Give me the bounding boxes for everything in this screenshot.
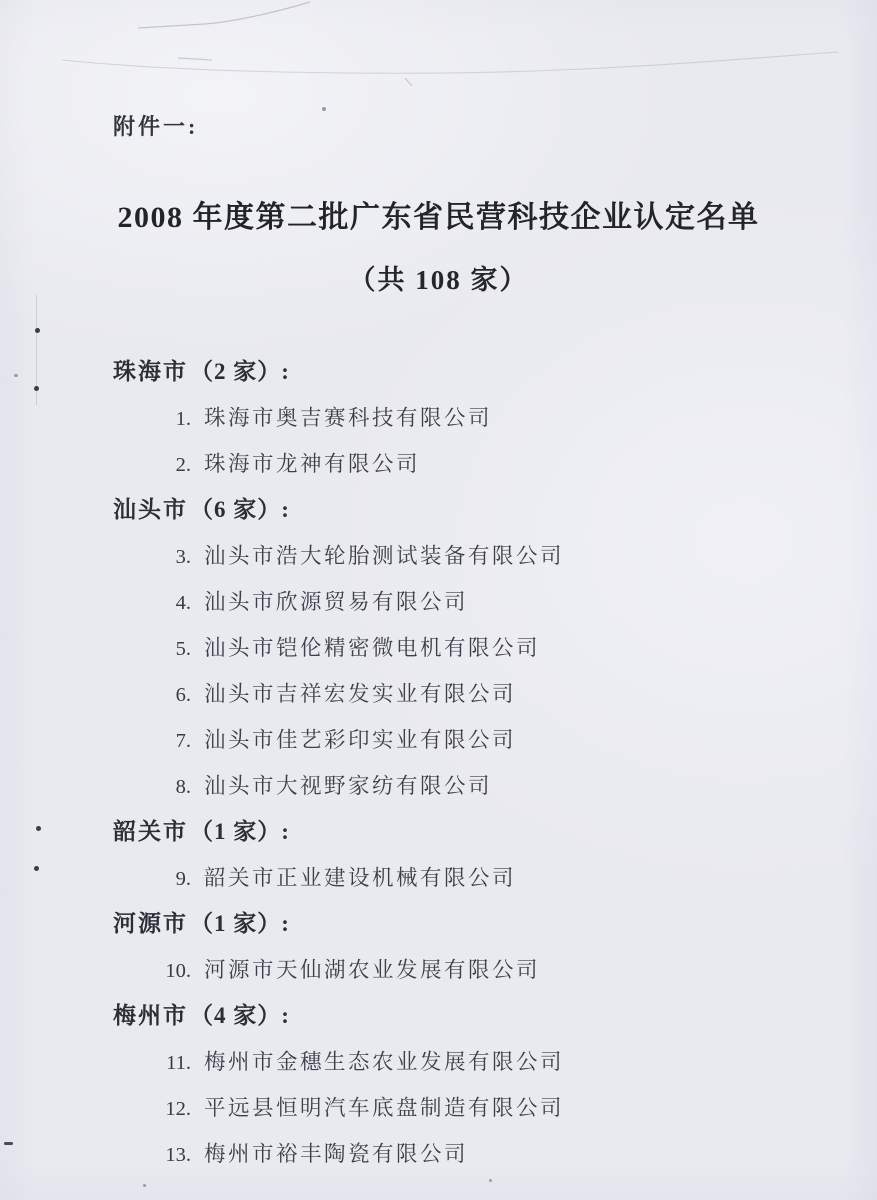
item-number: 10. xyxy=(165,960,191,982)
city-name: 汕头市 xyxy=(113,497,188,522)
company-name: 珠海市奥吉赛科技有限公司 xyxy=(204,406,493,430)
company-name: 汕头市吉祥宏发实业有限公司 xyxy=(204,682,517,706)
item-number: 8. xyxy=(175,776,191,798)
company-list-item xyxy=(113,671,833,717)
company-list-item xyxy=(113,1085,833,1131)
company-list-item xyxy=(113,1039,833,1085)
company-count-label: （1 家）: xyxy=(190,819,290,844)
company-list-item xyxy=(113,763,833,809)
company-list-item xyxy=(113,625,833,671)
city-section-heading xyxy=(113,809,833,855)
company-list-item xyxy=(113,855,833,901)
scan-speck xyxy=(36,826,41,831)
city-section-heading xyxy=(113,349,833,395)
city-name: 韶关市 xyxy=(113,819,188,844)
item-number: 1. xyxy=(175,408,191,430)
company-name: 汕头市铠伦精密微电机有限公司 xyxy=(204,636,541,660)
item-number: 4. xyxy=(175,592,191,614)
scan-speck xyxy=(143,1184,146,1187)
scan-speck xyxy=(34,866,39,871)
city-section-heading xyxy=(113,901,833,947)
company-list-item xyxy=(113,533,833,579)
company-name: 韶关市正业建设机械有限公司 xyxy=(204,866,517,890)
company-count-label: （2 家）: xyxy=(190,359,290,384)
city-name: 河源市 xyxy=(113,911,188,936)
company-name: 珠海市龙神有限公司 xyxy=(204,452,421,476)
company-name: 梅州市裕丰陶瓷有限公司 xyxy=(204,1142,469,1166)
company-name: 梅州市金穗生态农业发展有限公司 xyxy=(204,1050,565,1074)
scan-dash xyxy=(4,1142,13,1145)
company-count-label: （4 家）: xyxy=(190,1003,290,1028)
company-name: 汕头市浩大轮胎测试装备有限公司 xyxy=(204,544,565,568)
item-number: 12. xyxy=(165,1098,191,1120)
attachment-label: 附件一: xyxy=(113,114,199,139)
company-name: 汕头市大视野家纺有限公司 xyxy=(204,774,493,798)
item-number: 5. xyxy=(175,638,191,660)
item-number: 3. xyxy=(175,546,191,568)
company-list-item xyxy=(113,579,833,625)
company-list-item xyxy=(113,1131,833,1177)
company-count-label: （1 家）: xyxy=(190,911,290,936)
item-number: 2. xyxy=(175,454,191,476)
city-name: 梅州市 xyxy=(113,1003,188,1028)
scan-speck xyxy=(322,107,326,111)
document-title: 2008 年度第二批广东省民营科技企业认定名单 xyxy=(117,201,760,234)
city-section-heading xyxy=(113,993,833,1039)
company-name: 河源市天仙湖农业发展有限公司 xyxy=(204,958,541,982)
city-name: 珠海市 xyxy=(113,359,188,384)
company-name: 平远县恒明汽车底盘制造有限公司 xyxy=(204,1096,565,1120)
company-list-item xyxy=(113,947,833,993)
item-number: 7. xyxy=(175,730,191,752)
city-section-heading xyxy=(113,487,833,533)
company-list-item xyxy=(113,395,833,441)
scan-speck xyxy=(34,386,39,391)
item-number: 11. xyxy=(166,1052,191,1074)
item-number: 13. xyxy=(165,1144,191,1166)
company-name: 汕头市佳艺彩印实业有限公司 xyxy=(204,728,517,752)
document-subtitle: （共 108 家） xyxy=(348,265,529,295)
scan-speck xyxy=(14,374,18,377)
item-number: 6. xyxy=(175,684,191,706)
company-list-item xyxy=(113,441,833,487)
company-list xyxy=(113,349,833,1177)
scan-speck xyxy=(489,1179,492,1182)
company-name: 汕头市欣源贸易有限公司 xyxy=(204,590,469,614)
scan-speck xyxy=(35,328,40,333)
company-list-item xyxy=(113,717,833,763)
item-number: 9. xyxy=(175,868,191,890)
company-count-label: （6 家）: xyxy=(190,497,290,522)
